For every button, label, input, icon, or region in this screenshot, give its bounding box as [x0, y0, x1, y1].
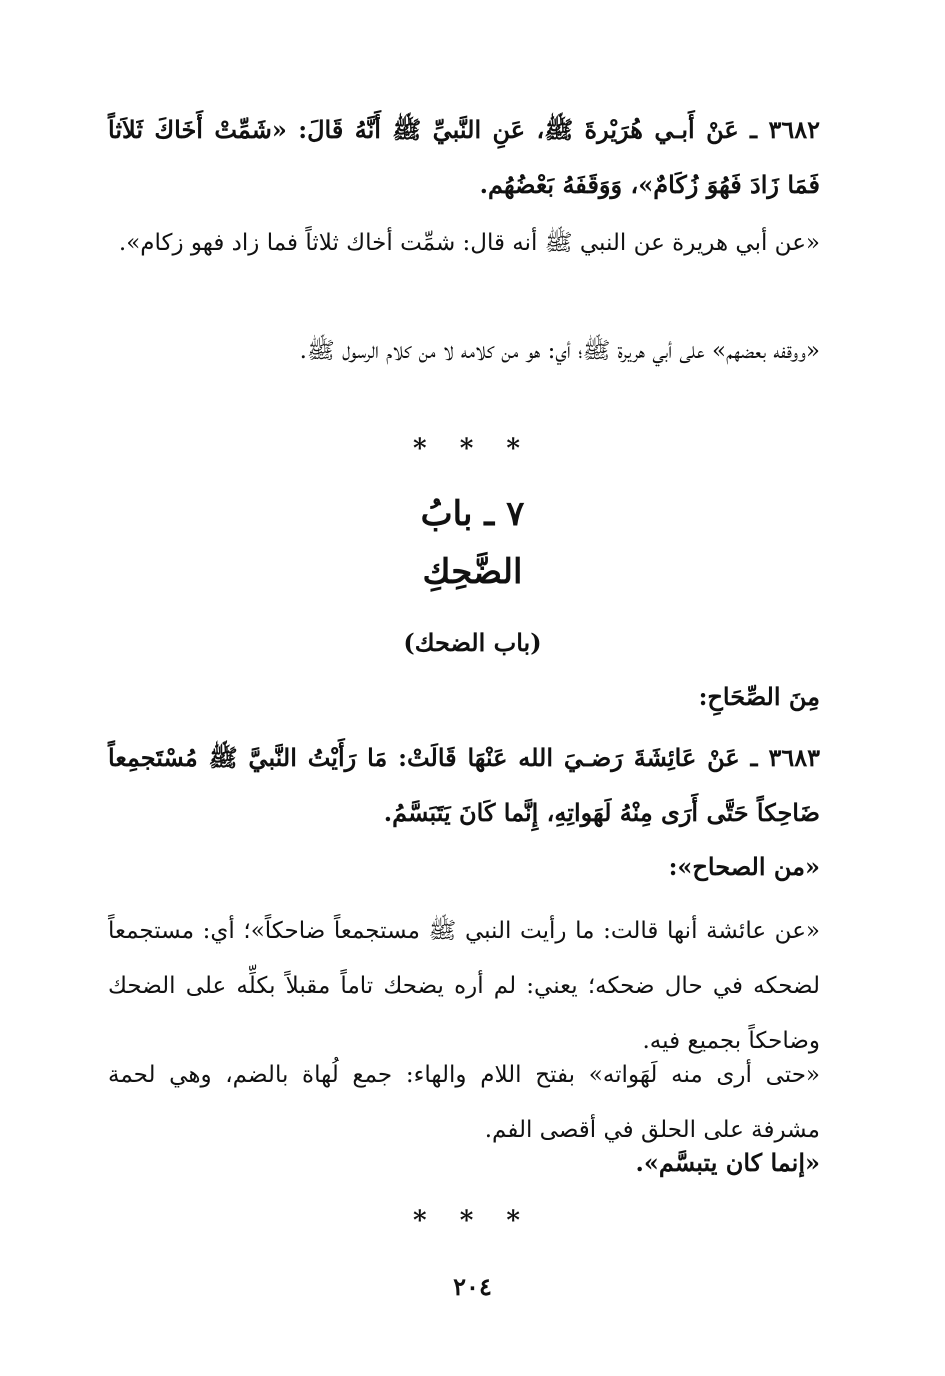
commentary-3682-mawquf: «ووقفه بعضهم» على أبي هريرة ﷺ؛ أي: هو من كلامه لا من كلام الرسول ﷺ. — [299, 338, 820, 364]
section-heading-sihah: مِنَ الصِّحَاحِ: — [698, 682, 820, 711]
chapter-subtitle: (باب الضحك) — [403, 628, 542, 657]
commentary-3683-lahawat: «حتى أرى منه لَهَواته» بفتح اللام والهاء: جمع لُهاة بالضم، وهي لحمة مشرفة على الحلق في أقصى الفم. — [108, 1062, 820, 1143]
hadith-3683: ٣٦٨٣ ـ عَنْ عَائِشَةَ رَضـيَ الله عَنْهَا قَالَتْ: مَا رَأَيْتُ النَّبيَّ ﷺ مُسْتَجمِعاً ضَاحِكاً حَتَّى أَرَى مِنْهُ لَهَواتِهِ، إِنَّما كَانَ يَتَبَسَّمُ. — [108, 743, 820, 827]
section-separator-end: * * * — [413, 1206, 532, 1236]
commentary-3682-text: «عن أبي هريرة عن النبي ﷺ أنه قال: شمِّت أخاك ثلاثاً فما زاد فهو زكام». — [118, 230, 820, 256]
commentary-3683-tabassum: «إنما كان يتبسَّم». — [635, 1148, 820, 1177]
hadith-3682: ٣٦٨٢ ـ عَنْ أَبـي هُرَيْرةَ ﷺ، عَنِ النَّبيِّ ﷺ أَنَّهُ قَالَ: «شَمِّتْ أَخَاكَ ثَلاَثاً فَمَا زَادَ فَهُوَ زُكَامٌ»، وَوَقَفَهُ بَعْضُهُم. — [108, 115, 820, 199]
chapter-number: ٧ ـ بابُ — [420, 494, 525, 534]
chapter-title: الضَّحِكِ — [422, 552, 523, 592]
commentary-3683-text: «عن عائشة أنها قالت: ما رأيت النبي ﷺ مستجمعاً ضاحكاً»؛ أي: مستجمعاً لضحكه في حال ضحكه؛ يعني: لم أره يضحك تاماً مقبلاً بكلِّه على الضحك وضاحكاً بجميع فيه. — [108, 918, 820, 1054]
section-separator: * * * — [413, 434, 532, 464]
page-number: ٢٠٤ — [453, 1272, 492, 1301]
commentary-heading-sihah: «من الصحاح»: — [668, 852, 820, 881]
